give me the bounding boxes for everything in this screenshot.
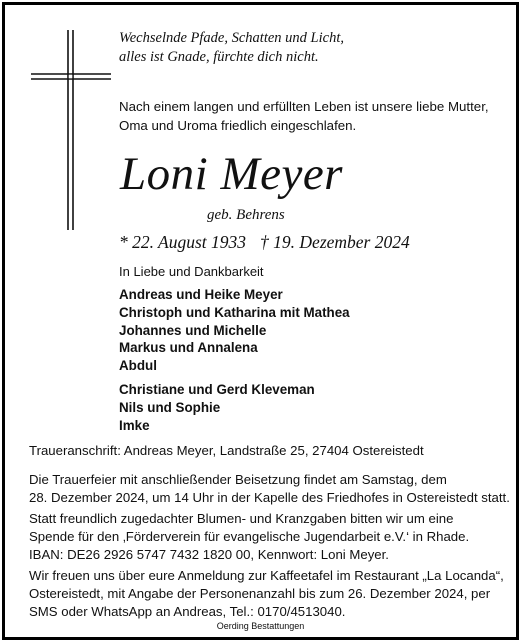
announcement-line-2: Oma und Uroma friedlich eingeschlafen. — [119, 118, 357, 133]
cafe-line-1: Wir freuen uns über eure Anmeldung zur Kaffeetafel im Restaurant „La Locanda“, — [29, 568, 504, 583]
mourner-name: Andreas und Heike Meyer — [119, 287, 283, 302]
mourner-name: Christoph und Katharina mit Mathea — [119, 304, 350, 320]
coffee-reception-info — [29, 567, 505, 621]
cross-icon — [31, 30, 111, 230]
funeral-info — [29, 471, 510, 507]
donation-line-3: IBAN: DE26 2926 5747 7432 1820 00, Kennwort: Loni Meyer. — [29, 547, 389, 562]
birth-name: geb. Behrens — [207, 207, 285, 223]
donation-line-1: Statt freundlich zugedachter Blumen- und Kranzgaben bitten wir um eine — [29, 511, 454, 526]
mourner-name: Nils und Sophie — [119, 399, 221, 415]
life-dates — [119, 230, 410, 254]
mourning-address — [29, 442, 505, 460]
mourner-name: Markus und Annalena — [119, 340, 258, 356]
mourner-name: Abdul — [119, 358, 157, 374]
thanks-line: In Liebe und Dankbarkeit — [119, 264, 264, 279]
birth-date: * 22. August 1933 — [119, 232, 247, 252]
verse-line-1: Wechselnde Pfade, Schatten und Licht, — [119, 30, 344, 46]
announcement-text — [119, 97, 489, 135]
deceased-name: Loni Meyer — [120, 148, 343, 200]
funeral-home-credit: Oerding Bestattungen — [216, 621, 305, 631]
death-date: † 19. Dezember 2024 — [260, 232, 410, 252]
donation-line-2: Spende für den ‚Förderverein für evangelische Jugendarbeit e.V.‘ in Rhade. — [29, 529, 470, 544]
cafe-line-2: Ostereistedt, mit Angabe der Personenanzahl bis zum 26. Dezember 2024, per — [29, 586, 491, 601]
funeral-line-1: Die Trauerfeier mit anschließender Beisetzung findet am Samstag, dem — [29, 472, 447, 487]
memorial-verse — [119, 29, 344, 67]
donation-info — [29, 510, 505, 564]
mourner-name: Christiane und Gerd Kleveman — [119, 382, 315, 397]
funeral-line-2: 28. Dezember 2024, um 14 Uhr in der Kapelle des Friedhofes in Ostereistedt statt. — [29, 490, 510, 505]
mourners-group-1 — [119, 286, 350, 375]
mourner-name: Johannes und Michelle — [119, 322, 267, 338]
announcement-line-1: Nach einem langen und erfüllten Leben ist unsere liebe Mutter, — [119, 99, 489, 114]
verse-line-2: alles ist Gnade, fürchte dich nicht. — [119, 49, 319, 65]
mourners-group-2 — [119, 381, 315, 434]
cafe-line-3: SMS oder WhatsApp an Andreas, Tel.: 0170/4513040. — [29, 604, 346, 619]
mourner-name: Imke — [119, 417, 150, 433]
address-line: Traueranschrift: Andreas Meyer, Landstraße 25, 27404 Ostereistedt — [29, 443, 424, 458]
